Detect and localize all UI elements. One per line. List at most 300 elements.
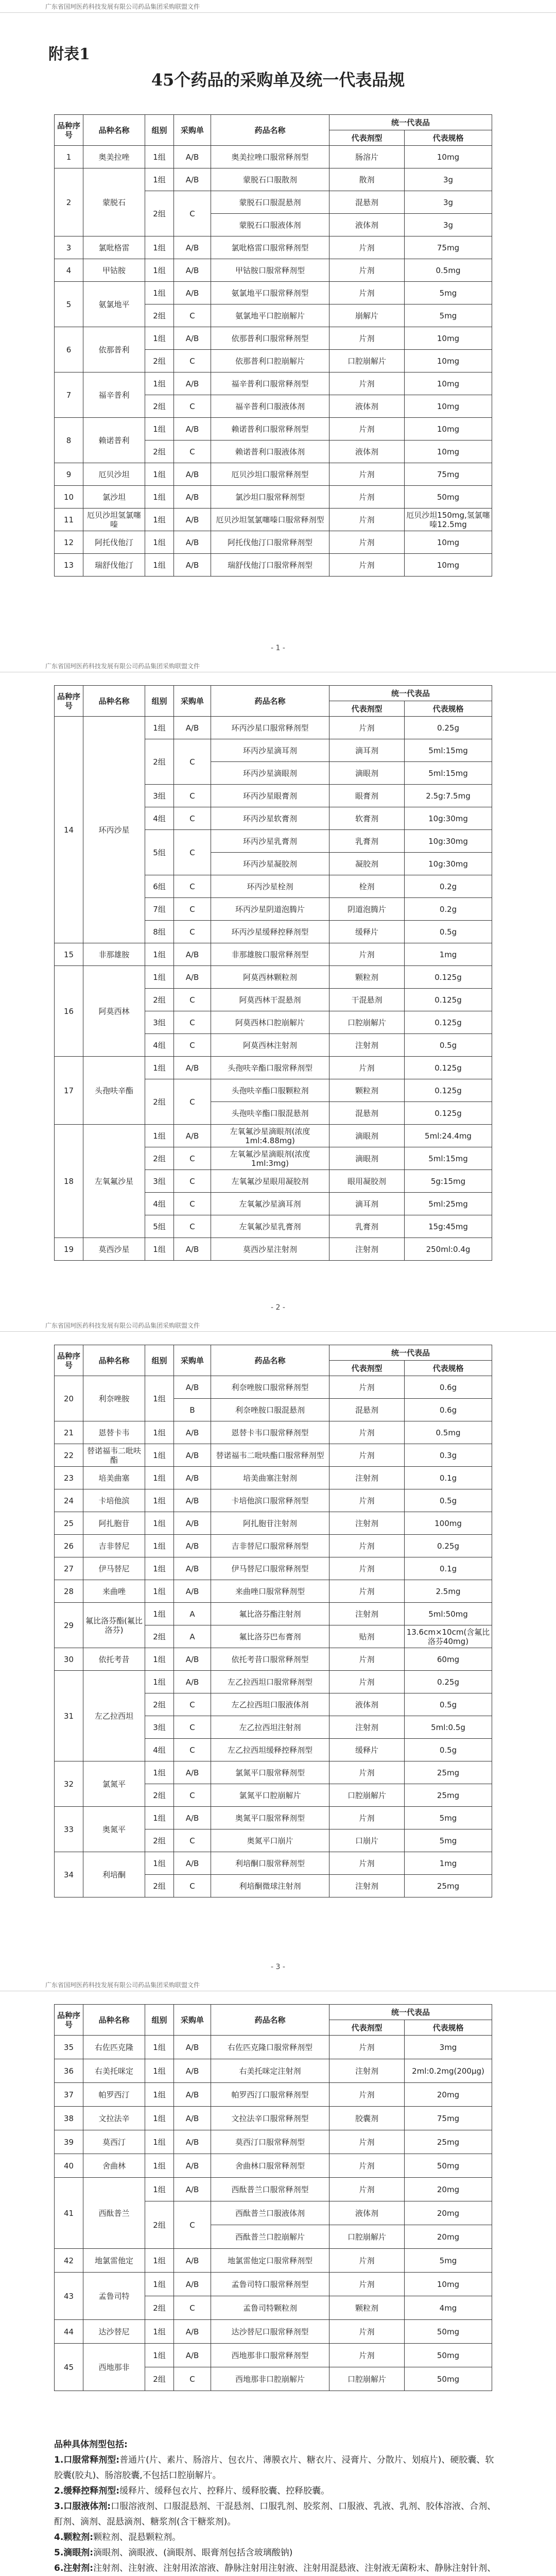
seq-cell: 4 (55, 259, 83, 282)
purchase-list-cell: A/B (174, 418, 211, 440)
note-item (54, 2545, 497, 2561)
group-cell: 2组 (145, 191, 174, 236)
dosage-form-cell: 注射剂 (329, 1467, 405, 1489)
variety-cell: 莫西汀 (83, 2130, 145, 2154)
table-row (55, 1807, 492, 1829)
group-cell: 1组 (145, 1467, 174, 1489)
drug-name-cell: 帕罗西汀口服常释剂型 (211, 2083, 329, 2107)
page-header: 广东省国珂医药科技发展有限公司药品集团采购联盟文件 (45, 663, 200, 670)
drug-name-cell: 阿托伐他汀口服常释剂型 (211, 531, 329, 554)
seq-cell: 27 (55, 1557, 83, 1580)
spec-cell: 10mg (405, 350, 492, 372)
seq-cell: 28 (55, 1580, 83, 1603)
seq-cell: 8 (55, 418, 83, 463)
seq-cell: 20 (55, 1376, 83, 1421)
spec-cell: 3g (405, 214, 492, 236)
table-row (55, 943, 492, 966)
header-spec: 代表规格 (405, 1361, 492, 1376)
purchase-list-cell: C (174, 2201, 211, 2249)
purchase-list-cell: C (174, 989, 211, 1011)
spec-cell: 5ml:15mg (405, 762, 492, 785)
spec-cell: 25mg (405, 1875, 492, 1897)
drug-name-cell: 非那雄胺口服常释剂型 (211, 943, 329, 966)
spec-cell: 25mg (405, 1784, 492, 1807)
spec-cell: 0.2g (405, 875, 492, 898)
spec-cell: 10mg (405, 440, 492, 463)
table-row (55, 966, 492, 989)
purchase-list-cell: A/B (174, 1852, 211, 1875)
dosage-form-cell: 栓剂 (329, 875, 405, 898)
purchase-list-cell: A (174, 1625, 211, 1648)
spec-cell: 75mg (405, 463, 492, 486)
variety-cell: 甲钴胺 (83, 259, 145, 282)
drug-table-2 (54, 685, 492, 1261)
table-row (55, 1671, 492, 1693)
group-cell: 2组 (145, 1829, 174, 1852)
variety-cell: 西酞普兰 (83, 2178, 145, 2249)
dosage-form-cell: 片剂 (329, 2178, 405, 2201)
variety-cell: 阿扎胞苷 (83, 1512, 145, 1535)
group-cell: 2组 (145, 2367, 174, 2391)
spec-cell: 1mg (405, 1852, 492, 1875)
variety-cell: 赖诺普利 (83, 418, 145, 463)
drug-name-cell: 头孢呋辛酯口服常释剂型 (211, 1057, 329, 1079)
spec-cell: 5ml:0.5g (405, 1716, 492, 1739)
group-cell: 2组 (145, 739, 174, 785)
table-row (55, 1057, 492, 1079)
header-purchase-list: 采购单 (174, 2005, 211, 2036)
purchase-list-cell: A/B (174, 1489, 211, 1512)
drug-name-cell: 莫西沙星注射剂 (211, 1238, 329, 1261)
dosage-form-cell: 液体剂 (329, 2201, 405, 2225)
spec-cell: 20mg (405, 2083, 492, 2107)
purchase-list-cell: C (174, 785, 211, 807)
variety-cell: 左氧氟沙星 (83, 1125, 145, 1238)
group-cell: 2组 (145, 1147, 174, 1170)
dosage-form-notes (54, 2437, 497, 2576)
note-item (54, 2483, 497, 2499)
group-cell: 1组 (145, 418, 174, 440)
table-row (55, 372, 492, 395)
purchase-list-cell: A/B (174, 146, 211, 168)
notes-list (54, 2452, 497, 2576)
drug-name-cell: 孟鲁司特口服常释剂型 (211, 2273, 329, 2296)
spec-cell: 10mg (405, 531, 492, 554)
drug-name-cell: 氟比洛芬巴布膏剂 (211, 1625, 329, 1648)
dosage-form-cell: 贴剂 (329, 1625, 405, 1648)
dosage-form-cell: 滴耳剂 (329, 739, 405, 762)
spec-cell: 0.2g (405, 898, 492, 921)
purchase-list-cell: A/B (174, 282, 211, 304)
spec-cell: 25mg (405, 2130, 492, 2154)
purchase-list-cell: A/B (174, 2249, 211, 2273)
spec-cell: 0.25g (405, 1671, 492, 1693)
variety-cell: 阿莫西林 (83, 966, 145, 1057)
purchase-list-cell: A/B (174, 1557, 211, 1580)
drug-name-cell: 利培酮口服常释剂型 (211, 1852, 329, 1875)
purchase-list-cell: C (174, 395, 211, 418)
drug-name-cell: 左氧氟沙星滴眼剂(浓度1ml:3mg) (211, 1147, 329, 1170)
spec-cell: 0.125g (405, 989, 492, 1011)
variety-cell: 伊马替尼 (83, 1557, 145, 1580)
header-unified: 统一代表品 (329, 686, 492, 701)
dosage-form-cell: 乳膏剂 (329, 830, 405, 853)
spec-cell: 2.5mg (405, 1580, 492, 1603)
drug-name-cell: 头孢呋辛酯口服颗粒剂 (211, 1079, 329, 1102)
drug-name-cell: 赖诺普利口服常释剂型 (211, 418, 329, 440)
header-drug-name: 药品名称 (211, 2005, 329, 2036)
group-cell: 2组 (145, 304, 174, 327)
seq-cell: 41 (55, 2178, 83, 2249)
drug-name-cell: 孟鲁司特颗粒剂 (211, 2296, 329, 2320)
dosage-form-cell: 液体剂 (329, 214, 405, 236)
spec-cell: 10mg (405, 372, 492, 395)
dosage-form-cell: 口崩片 (329, 1829, 405, 1852)
drug-name-cell: 氯吡格雷口服常释剂型 (211, 236, 329, 259)
drug-name-cell: 甲钴胺口服常释剂型 (211, 259, 329, 282)
purchase-list-cell: A/B (174, 259, 211, 282)
drug-name-cell: 奥氮平口服常释剂型 (211, 1807, 329, 1829)
group-cell: 3组 (145, 1716, 174, 1739)
drug-name-cell: 蒙脱石口服混悬剂 (211, 191, 329, 214)
note-text: 注射剂、注射液、注射用浓溶液、静脉注射用注射液、注射用混悬液、注射液无菌粉末、静脉注射针剂、 (93, 2563, 496, 2573)
dosage-form-cell: 片剂 (329, 1535, 405, 1557)
purchase-list-cell: A/B (174, 1761, 211, 1784)
drug-name-cell: 利培酮微球注射剂 (211, 1875, 329, 1897)
header-rule (0, 1331, 556, 1332)
seq-cell: 30 (55, 1648, 83, 1671)
purchase-list-cell: C (174, 1034, 211, 1057)
seq-cell: 18 (55, 1125, 83, 1238)
purchase-list-cell: C (174, 1011, 211, 1034)
dosage-form-cell: 片剂 (329, 486, 405, 509)
seq-cell: 34 (55, 1852, 83, 1897)
seq-cell: 3 (55, 236, 83, 259)
purchase-list-cell: A/B (174, 2154, 211, 2178)
purchase-list-cell: C (174, 830, 211, 875)
dosage-form-cell: 片剂 (329, 1376, 405, 1399)
note-text: 滴眼剂、滴眼液、(滴眼剂、眼膏剂包括含玻璃酸钠) (93, 2548, 293, 2558)
purchase-list-cell: C (174, 739, 211, 785)
dosage-form-cell: 散剂 (329, 168, 405, 191)
seq-cell: 7 (55, 372, 83, 418)
header-drug-name: 药品名称 (211, 686, 329, 717)
group-cell: 2组 (145, 1875, 174, 1897)
header-dosage-form: 代表剂型 (329, 701, 405, 717)
dosage-form-cell: 片剂 (329, 1489, 405, 1512)
page-header: 广东省国珂医药科技发展有限公司药品集团采购联盟文件 (45, 1322, 200, 1329)
spec-cell: 75mg (405, 2107, 492, 2130)
purchase-list-cell: C (174, 1829, 211, 1852)
purchase-list-cell: C (174, 1215, 211, 1238)
table-row (55, 146, 492, 168)
seq-cell: 11 (55, 509, 83, 531)
spec-cell: 0.25g (405, 1535, 492, 1557)
table-row (55, 2249, 492, 2273)
purchase-list-cell: C (174, 1079, 211, 1125)
dosage-form-cell: 滴眼剂 (329, 762, 405, 785)
drug-name-cell: 蒙脱石口服液体剂 (211, 214, 329, 236)
table-row (55, 1648, 492, 1671)
header-group: 组别 (145, 1345, 174, 1376)
group-cell: 1组 (145, 1557, 174, 1580)
purchase-list-cell: A/B (174, 463, 211, 486)
dosage-form-cell: 注射剂 (329, 2059, 405, 2083)
dosage-form-cell: 颗粒剂 (329, 966, 405, 989)
notes-title: 品种具体剂型包括: (54, 2439, 128, 2450)
dosage-form-cell: 滴眼剂 (329, 1147, 405, 1170)
variety-cell: 环丙沙星 (83, 717, 145, 943)
table-row (55, 1535, 492, 1557)
dosage-form-cell: 片剂 (329, 1444, 405, 1467)
spec-cell: 5ml:50mg (405, 1603, 492, 1625)
group-cell: 3组 (145, 1011, 174, 1034)
purchase-list-cell: A/B (174, 1444, 211, 1467)
group-cell: 6组 (145, 875, 174, 898)
group-cell: 1组 (145, 463, 174, 486)
seq-cell: 21 (55, 1421, 83, 1444)
drug-name-cell: 氨氯地平口服常释剂型 (211, 282, 329, 304)
seq-cell: 5 (55, 282, 83, 327)
dosage-form-cell: 滴眼剂 (329, 1125, 405, 1147)
dosage-form-cell: 崩解片 (329, 304, 405, 327)
spec-cell: 5mg (405, 1807, 492, 1829)
dosage-form-cell: 片剂 (329, 327, 405, 350)
table-row (55, 1489, 492, 1512)
dosage-form-cell: 片剂 (329, 1648, 405, 1671)
drug-name-cell: 环丙沙星滴眼剂 (211, 762, 329, 785)
note-text: 颗粒剂、混悬颗粒剂。 (93, 2532, 181, 2543)
drug-name-cell: 头孢呋辛酯口服混悬剂 (211, 1102, 329, 1125)
variety-cell: 依托考昔 (83, 1648, 145, 1671)
table-row (55, 2059, 492, 2083)
header-variety: 品种名称 (83, 115, 145, 146)
group-cell: 1组 (145, 1421, 174, 1444)
spec-cell: 10mg (405, 418, 492, 440)
spec-cell: 250ml:0.4g (405, 1238, 492, 1261)
dosage-form-cell: 软膏剂 (329, 807, 405, 830)
spec-cell: 0.1g (405, 1557, 492, 1580)
spec-cell: 10mg (405, 554, 492, 577)
spec-cell: 5mg (405, 282, 492, 304)
variety-cell: 利奈唑胺 (83, 1376, 145, 1421)
seq-cell: 45 (55, 2344, 83, 2391)
spec-cell: 0.125g (405, 1102, 492, 1125)
seq-cell: 6 (55, 327, 83, 372)
spec-cell: 3g (405, 168, 492, 191)
group-cell: 1组 (145, 1489, 174, 1512)
spec-cell: 5ml:15mg (405, 1147, 492, 1170)
dosage-form-cell: 混悬剂 (329, 191, 405, 214)
dosage-form-cell: 片剂 (329, 2083, 405, 2107)
purchase-list-cell: A/B (174, 2036, 211, 2059)
variety-cell: 舍曲林 (83, 2154, 145, 2178)
spec-cell: 0.5g (405, 1693, 492, 1716)
page-3 (0, 1319, 556, 1978)
purchase-list-cell: A/B (174, 554, 211, 577)
dosage-form-cell: 注射剂 (329, 1238, 405, 1261)
seq-cell: 40 (55, 2154, 83, 2178)
seq-cell: 38 (55, 2107, 83, 2130)
spec-cell: 50mg (405, 2154, 492, 2178)
group-cell: 1组 (145, 2273, 174, 2296)
variety-cell: 奥氮平 (83, 1807, 145, 1852)
purchase-list-cell: C (174, 2296, 211, 2320)
spec-cell: 5ml:24.4mg (405, 1125, 492, 1147)
dosage-form-cell: 片剂 (329, 509, 405, 531)
variety-cell: 氟比洛芬酯(氟比洛芬) (83, 1603, 145, 1648)
drug-name-cell: 环丙沙星乳膏剂 (211, 830, 329, 853)
dosage-form-cell: 片剂 (329, 2249, 405, 2273)
dosage-form-cell: 液体剂 (329, 395, 405, 418)
spec-cell: 10g:30mg (405, 807, 492, 830)
table-row (55, 1580, 492, 1603)
spec-cell: 0.5g (405, 1489, 492, 1512)
spec-cell: 15g:45mg (405, 1215, 492, 1238)
spec-cell: 0.5g (405, 921, 492, 943)
variety-cell: 地氯雷他定 (83, 2249, 145, 2273)
group-cell: 4组 (145, 1034, 174, 1057)
spec-cell: 0.6g (405, 1399, 492, 1421)
note-item (54, 2499, 497, 2530)
dosage-form-cell: 片剂 (329, 1580, 405, 1603)
purchase-list-cell: A/B (174, 2107, 211, 2130)
purchase-list-cell: A/B (174, 1376, 211, 1399)
purchase-list-cell: B (174, 1399, 211, 1421)
table-row (55, 509, 492, 531)
drug-table-1 (54, 114, 492, 577)
group-cell: 1组 (145, 966, 174, 989)
variety-cell: 右美托咪定 (83, 2059, 145, 2083)
table-row (55, 486, 492, 509)
purchase-list-cell: A/B (174, 1125, 211, 1147)
table-row (55, 1238, 492, 1261)
drug-name-cell: 福辛普利口服常释剂型 (211, 372, 329, 395)
group-cell: 1组 (145, 2083, 174, 2107)
appendix-label: 附表1 (48, 45, 90, 63)
header-purchase-list: 采购单 (174, 686, 211, 717)
spec-cell: 50mg (405, 486, 492, 509)
purchase-list-cell: A/B (174, 2083, 211, 2107)
variety-cell: 阿托伐他汀 (83, 531, 145, 554)
header-variety: 品种名称 (83, 2005, 145, 2036)
note-label: 3.口服液体剂: (54, 2501, 111, 2512)
header-dosage-form: 代表剂型 (329, 2020, 405, 2036)
note-label: 2.缓释控释剂型: (54, 2486, 120, 2496)
dosage-form-cell: 眼用凝胶剂 (329, 1170, 405, 1193)
spec-cell: 5ml:15mg (405, 739, 492, 762)
drug-name-cell: 奥美拉唑口服常释剂型 (211, 146, 329, 168)
drug-name-cell: 阿莫西林颗粒剂 (211, 966, 329, 989)
dosage-form-cell: 液体剂 (329, 1693, 405, 1716)
seq-cell: 32 (55, 1761, 83, 1807)
dosage-form-cell: 凝胶剂 (329, 853, 405, 875)
variety-cell: 莫西沙星 (83, 1238, 145, 1261)
group-cell: 4组 (145, 1193, 174, 1215)
dosage-form-cell: 片剂 (329, 2320, 405, 2344)
group-cell: 1组 (145, 1603, 174, 1625)
purchase-list-cell: A (174, 1603, 211, 1625)
header-group: 组别 (145, 2005, 174, 2036)
spec-cell: 5mg (405, 304, 492, 327)
group-cell: 1组 (145, 1807, 174, 1829)
purchase-list-cell: A/B (174, 1807, 211, 1829)
group-cell: 1组 (145, 717, 174, 739)
purchase-list-cell: A/B (174, 2344, 211, 2367)
table-row (55, 282, 492, 304)
drug-name-cell: 阿莫西林注射剂 (211, 1034, 329, 1057)
group-cell: 5组 (145, 1215, 174, 1238)
table-row (55, 1761, 492, 1784)
spec-cell: 0.5g (405, 1739, 492, 1761)
dosage-form-cell: 口腔崩解片 (329, 1784, 405, 1807)
variety-cell: 厄贝沙坦氢氯噻嗪 (83, 509, 145, 531)
drug-name-cell: 来曲唑口服常释剂型 (211, 1580, 329, 1603)
purchase-list-cell: C (174, 350, 211, 372)
purchase-list-cell: C (174, 898, 211, 921)
group-cell: 1组 (145, 2154, 174, 2178)
group-cell: 1组 (145, 2344, 174, 2367)
variety-cell: 蒙脱石 (83, 168, 145, 236)
drug-name-cell: 西酞普兰口腔崩解片 (211, 2225, 329, 2249)
dosage-form-cell: 口腔崩解片 (329, 1011, 405, 1034)
drug-name-cell: 福辛普利口服液体剂 (211, 395, 329, 418)
dosage-form-cell: 肠溶片 (329, 146, 405, 168)
variety-cell: 西地那非 (83, 2344, 145, 2391)
dosage-form-cell: 口腔崩解片 (329, 2225, 405, 2249)
drug-name-cell: 西酞普兰口服常释剂型 (211, 2178, 329, 2201)
spec-cell: 10mg (405, 2273, 492, 2296)
purchase-list-cell: C (174, 1739, 211, 1761)
purchase-list-cell: A/B (174, 372, 211, 395)
dosage-form-cell: 片剂 (329, 418, 405, 440)
drug-name-cell: 左氧氟沙星眼用凝胶剂 (211, 1170, 329, 1193)
group-cell: 1组 (145, 2320, 174, 2344)
header-rule (0, 12, 556, 13)
group-cell: 1组 (145, 1512, 174, 1535)
table-row (55, 1125, 492, 1147)
drug-name-cell: 达沙替尼口服常释剂型 (211, 2320, 329, 2344)
table-row (55, 1557, 492, 1580)
dosage-form-cell: 片剂 (329, 1057, 405, 1079)
purchase-list-cell: C (174, 1716, 211, 1739)
spec-cell: 10mg (405, 327, 492, 350)
drug-name-cell: 阿莫西林干混悬剂 (211, 989, 329, 1011)
drug-name-cell: 阿扎胞苷注射剂 (211, 1512, 329, 1535)
purchase-list-cell: A/B (174, 486, 211, 509)
variety-cell: 氯氮平 (83, 1761, 145, 1807)
group-cell: 1组 (145, 146, 174, 168)
seq-cell: 39 (55, 2130, 83, 2154)
purchase-list-cell: A/B (174, 509, 211, 531)
seq-cell: 31 (55, 1671, 83, 1761)
drug-name-cell: 西酞普兰口服液体剂 (211, 2201, 329, 2225)
variety-cell: 瑞舒伐他汀 (83, 554, 145, 577)
drug-name-cell: 莫西汀口服常释剂型 (211, 2130, 329, 2154)
group-cell: 1组 (145, 1648, 174, 1671)
dosage-form-cell: 注射剂 (329, 1603, 405, 1625)
page-4 (0, 1978, 556, 2576)
drug-name-cell: 环丙沙星栓剂 (211, 875, 329, 898)
purchase-list-cell: C (174, 440, 211, 463)
spec-cell: 0.125g (405, 1011, 492, 1034)
table-row (55, 236, 492, 259)
spec-cell: 5g:15mg (405, 1170, 492, 1193)
spec-cell: 10g:30mg (405, 830, 492, 853)
group-cell: 1组 (145, 372, 174, 395)
group-cell: 2组 (145, 1079, 174, 1125)
drug-name-cell: 利奈唑胺口服常释剂型 (211, 1376, 329, 1399)
